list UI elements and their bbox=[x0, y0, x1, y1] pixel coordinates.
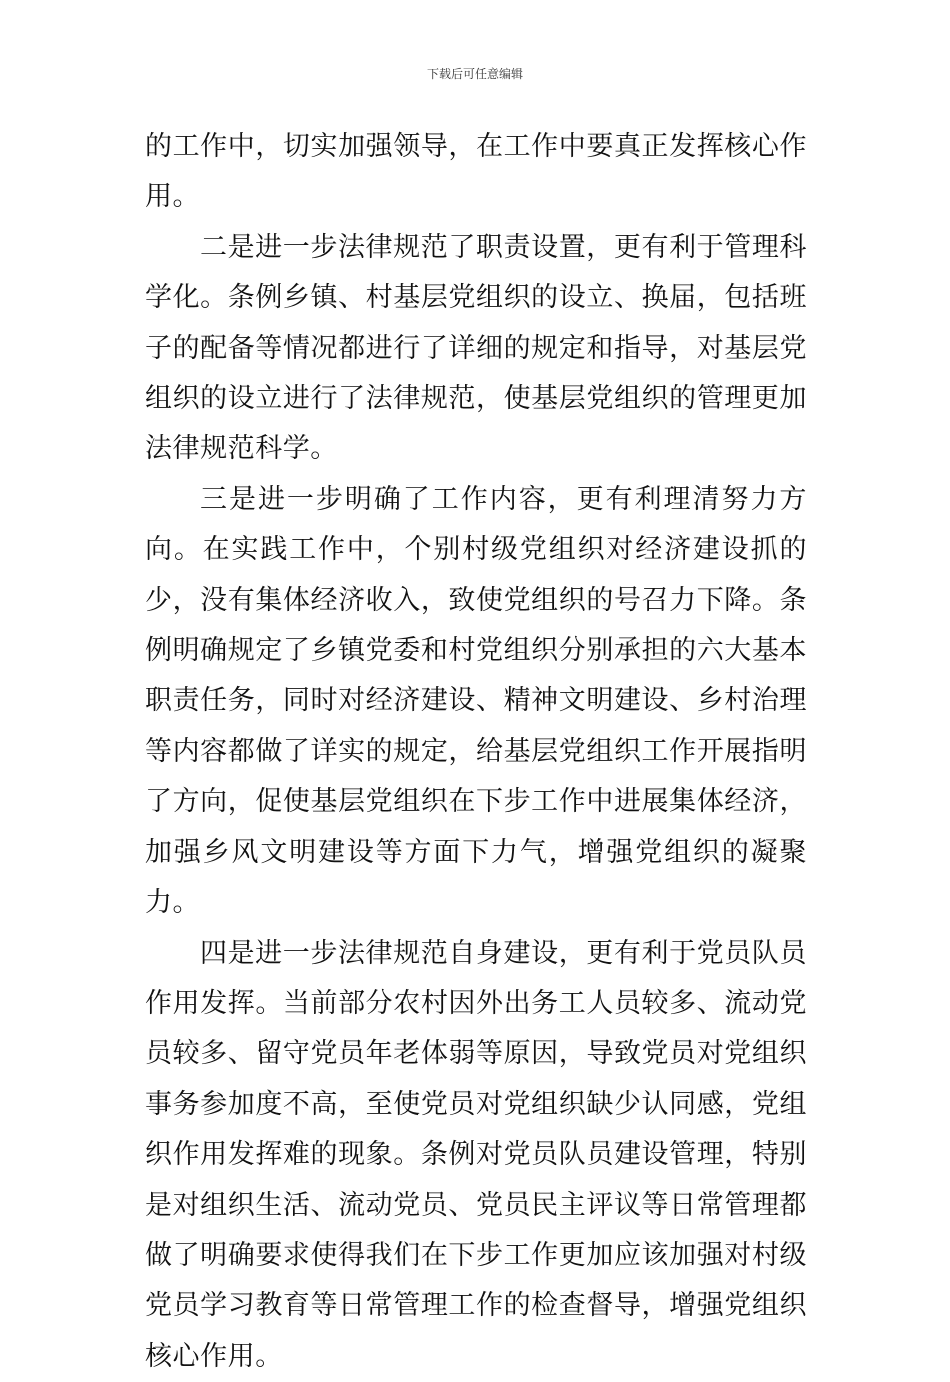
paragraph-2: 二是进一步法律规范了职责设置，更有利于管理科学化。条例乡镇、村基层党组织的设立、换届，包括班子的配备等情况都进行了详细的规定和指导，对基层党组织的设立进行了法律规范，使基层党组织的管理更加法律规范科学。 bbox=[145, 223, 807, 475]
paragraph-1: 的工作中，切实加强领导，在工作中要真正发挥核心作用。 bbox=[145, 122, 807, 223]
page-header: 下载后可任意编辑 bbox=[0, 66, 950, 82]
document-body bbox=[145, 122, 807, 1382]
paragraph-3: 三是进一步明确了工作内容，更有利理清努力方向。在实践工作中，个别村级党组织对经济建设抓的少，没有集体经济收入，致使党组织的号召力下降。条例明确规定了乡镇党委和村党组织分别承担的六大基本职责任务，同时对经济建设、精神文明建设、乡村治理等内容都做了详实的规定，给基层党组织工作开展指明了方向，促使基层党组织在下步工作中进展集体经济，加强乡风文明建设等方面下力气，增强党组织的凝聚力。 bbox=[145, 475, 807, 929]
paragraph-4: 四是进一步法律规范自身建设，更有利于党员队员作用发挥。当前部分农村因外出务工人员较多、流动党员较多、留守党员年老体弱等原因，导致党员对党组织事务参加度不高，至使党员对党组织缺少认同感，党组织作用发挥难的现象。条例对党员队员建设管理，特别是对组织生活、流动党员、党员民主评议等日常管理都做了明确要求使得我们在下步工作更加应该加强对村级党员学习教育等日常管理工作的检查督导，增强党组织核心作用。 bbox=[145, 929, 807, 1382]
